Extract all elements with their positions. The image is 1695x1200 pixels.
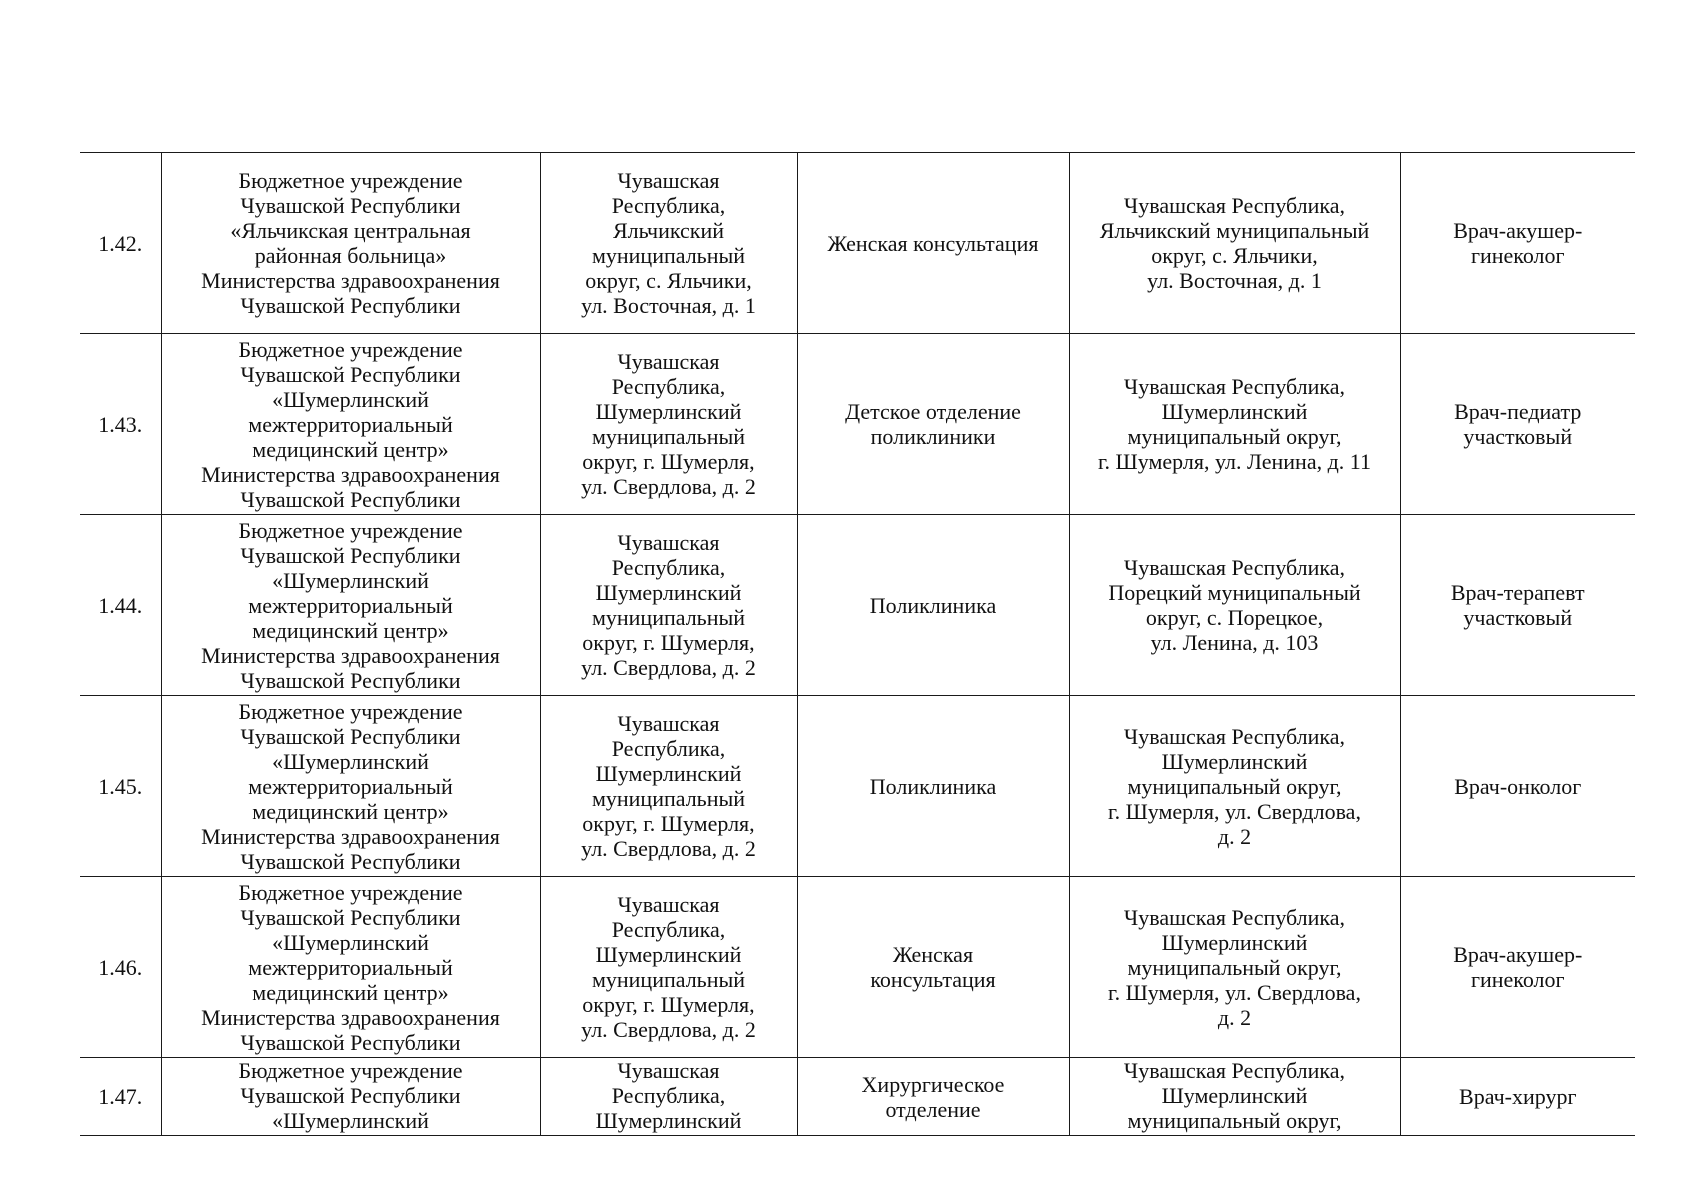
table-row bbox=[80, 334, 1635, 515]
position-title: Врач-онколог bbox=[1400, 696, 1635, 877]
vacancy-registry-table bbox=[80, 152, 1635, 1136]
row-number: 1.42. bbox=[80, 153, 161, 334]
workplace-address: Чувашская Республика, Порецкий муниципальный округ, с. Порецкое, ул. Ленина, д. 103 bbox=[1069, 515, 1400, 696]
legal-address: Чувашская Республика, Шумерлинский муниципальный округ, г. Шумерля, ул. Свердлова, д. 2 bbox=[540, 696, 797, 877]
row-number: 1.43. bbox=[80, 334, 161, 515]
legal-address: Чувашская Республика, Шумерлинский муниципальный округ, г. Шумерля, ул. Свердлова, д. 2 bbox=[540, 515, 797, 696]
row-number: 1.44. bbox=[80, 515, 161, 696]
legal-address: Чувашская Республика, Шумерлинский bbox=[540, 1058, 797, 1136]
organization-name: Бюджетное учреждение Чувашской Республики «Шумерлинский межтерриториальный медицинский центр» Министерства здравоохранения Чувашской Республики bbox=[161, 515, 540, 696]
table-row bbox=[80, 877, 1635, 1058]
position-title: Врач-терапевт участковый bbox=[1400, 515, 1635, 696]
table-body bbox=[80, 153, 1635, 1136]
position-title: Врач-акушер- гинеколог bbox=[1400, 153, 1635, 334]
row-number: 1.47. bbox=[80, 1058, 161, 1136]
workplace-address: Чувашская Республика, Яльчикский муниципальный округ, с. Яльчики, ул. Восточная, д. 1 bbox=[1069, 153, 1400, 334]
position-title: Врач-педиатр участковый bbox=[1400, 334, 1635, 515]
table-row bbox=[80, 515, 1635, 696]
table-row bbox=[80, 153, 1635, 334]
legal-address: Чувашская Республика, Яльчикский муниципальный округ, с. Яльчики, ул. Восточная, д. 1 bbox=[540, 153, 797, 334]
position-title: Врач-хирург bbox=[1400, 1058, 1635, 1136]
organization-name: Бюджетное учреждение Чувашской Республики «Яльчикская центральная районная больница» Министерства здравоохранения Чувашской Республики bbox=[161, 153, 540, 334]
department-name: Хирургическое отделение bbox=[797, 1058, 1069, 1136]
table-row bbox=[80, 1058, 1635, 1136]
department-name: Детское отделение поликлиники bbox=[797, 334, 1069, 515]
organization-name: Бюджетное учреждение Чувашской Республики «Шумерлинский bbox=[161, 1058, 540, 1136]
position-title: Врач-акушер- гинеколог bbox=[1400, 877, 1635, 1058]
legal-address: Чувашская Республика, Шумерлинский муниципальный округ, г. Шумерля, ул. Свердлова, д. 2 bbox=[540, 877, 797, 1058]
table-row bbox=[80, 696, 1635, 877]
legal-address: Чувашская Республика, Шумерлинский муниципальный округ, г. Шумерля, ул. Свердлова, д. 2 bbox=[540, 334, 797, 515]
department-name: Поликлиника bbox=[797, 515, 1069, 696]
department-name: Поликлиника bbox=[797, 696, 1069, 877]
organization-name: Бюджетное учреждение Чувашской Республики «Шумерлинский межтерриториальный медицинский центр» Министерства здравоохранения Чувашской Республики bbox=[161, 696, 540, 877]
row-number: 1.46. bbox=[80, 877, 161, 1058]
organization-name: Бюджетное учреждение Чувашской Республики «Шумерлинский межтерриториальный медицинский центр» Министерства здравоохранения Чувашской Республики bbox=[161, 334, 540, 515]
workplace-address: Чувашская Республика, Шумерлинский муниципальный округ, г. Шумерля, ул. Свердлова, д. 2 bbox=[1069, 696, 1400, 877]
department-name: Женская консультация bbox=[797, 153, 1069, 334]
organization-name: Бюджетное учреждение Чувашской Республики «Шумерлинский межтерриториальный медицинский центр» Министерства здравоохранения Чувашской Республики bbox=[161, 877, 540, 1058]
department-name: Женская консультация bbox=[797, 877, 1069, 1058]
workplace-address: Чувашская Республика, Шумерлинский муниципальный округ, г. Шумерля, ул. Ленина, д. 11 bbox=[1069, 334, 1400, 515]
workplace-address: Чувашская Республика, Шумерлинский муниципальный округ, bbox=[1069, 1058, 1400, 1136]
row-number: 1.45. bbox=[80, 696, 161, 877]
workplace-address: Чувашская Республика, Шумерлинский муниципальный округ, г. Шумерля, ул. Свердлова, д. 2 bbox=[1069, 877, 1400, 1058]
